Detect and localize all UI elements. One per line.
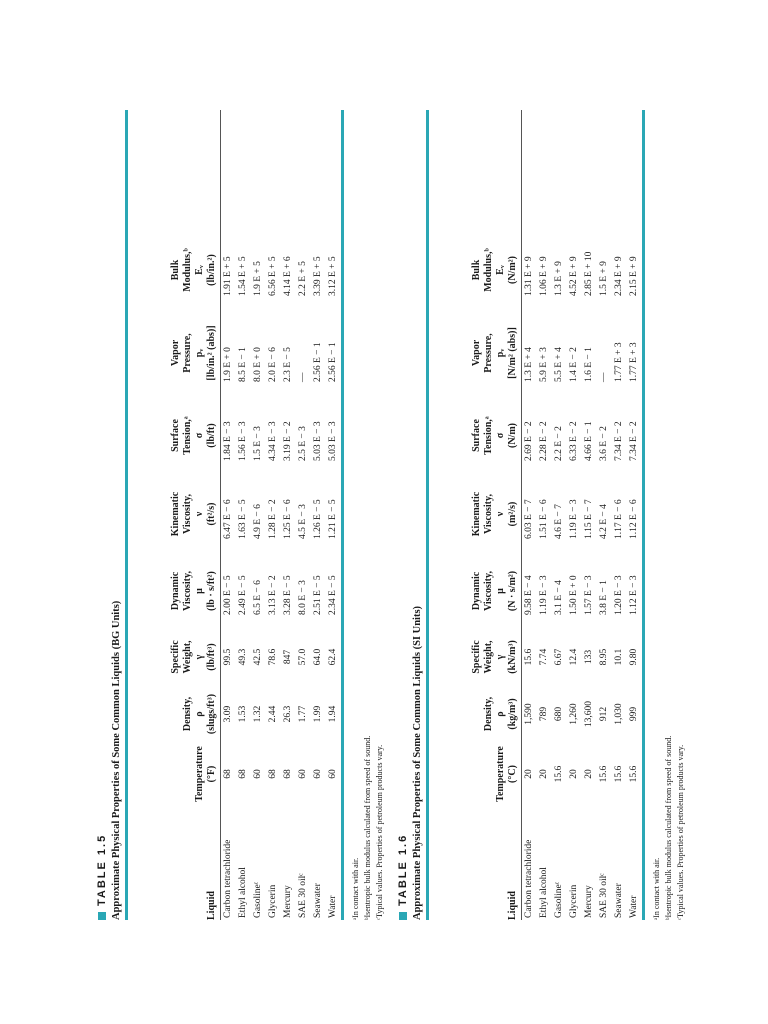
cell: 9.58 E − 4 [524,575,534,615]
table-row [281,110,296,920]
col-header-liquid: Liquid [507,891,518,920]
cell: 3.19 E − 2 [283,421,293,461]
cell: 1,030 [614,703,624,725]
cell: 1,590 [524,703,534,725]
cell: Ethyl alcohol [539,867,549,918]
cell: 62.4 [328,648,338,666]
table-row [522,110,537,920]
cell: Gasolineᶜ [253,881,263,918]
cell: 99.5 [223,648,233,666]
footnotes [350,110,386,920]
col-header-bulk-modulus: Bulk Modulus,ᵇ Eᵥ (lb/in.²) [170,248,217,292]
cell: 1.50 E + 0 [569,575,579,615]
cell: 912 [599,706,609,722]
cell: Ethyl alcohol [238,867,248,918]
cell: 1.17 E − 6 [614,499,624,539]
cell: 1.56 E − 3 [238,421,248,461]
cell: 6.56 E + 5 [268,256,278,296]
cell: 26.3 [283,705,293,723]
cell: 1.28 E − 2 [268,499,278,539]
cell: 57.0 [298,648,308,666]
col-header-surface-tension: Surface Tension,ᵃ σ (lb/ft) [170,416,217,455]
cell: 64.0 [313,648,323,666]
cell: 1.3 E + 9 [554,261,564,296]
cell: 2.44 [268,705,278,723]
cell: SAE 30 oilᶜ [298,873,308,918]
col-header-surface-tension: Surface Tension,ᵃ σ (N/m) [471,416,518,455]
table-label: TABLE 1.6 [397,833,409,906]
cell: 3.6 E − 2 [599,426,609,461]
cell: 1.77 [298,705,308,723]
cell: 68 [238,769,248,779]
cell: — [599,372,609,382]
cell: 15.6 [629,765,639,783]
cell: 3.12 E + 5 [328,256,338,296]
cell: 6.5 E − 6 [253,580,263,615]
cell: 1.15 E − 7 [584,499,594,539]
table-heading [95,110,109,920]
cell: 3.09 [223,705,233,723]
cell: 2.85 E + 10 [584,251,594,296]
cell: 1.54 E + 5 [238,256,248,296]
cell: 1.21 E − 5 [328,499,338,539]
table-title: Approximate Physical Properties of Some Common Liquids (SI Units) [412,605,423,920]
table-row [597,110,612,920]
cell: 999 [629,706,639,722]
cell: 4.14 E + 6 [283,256,293,296]
col-header-vapor-pressure: Vapor Pressure, pᵥ [N/m² (abs)] [471,327,518,379]
cell: 1.19 E − 3 [539,575,549,615]
cell: 60 [313,769,323,779]
cell: 1.32 [253,705,263,723]
rotated-page [95,110,685,920]
cell: 9.80 [629,648,639,666]
cell: 3.13 E − 2 [268,575,278,615]
col-header-temperature: Temperature (°C) [495,746,518,802]
col-header-dynamic-viscosity: Dynamic Viscosity, μ (lb · s/ft²) [170,571,217,611]
cell: Mercury [283,885,293,918]
cell: 5.9 E + 3 [539,347,549,382]
cell: 4.2 E − 4 [599,504,609,539]
table-row [296,110,311,920]
table-row [251,110,266,920]
cell: 1.5 E + 9 [599,261,609,296]
cell: 1.63 E − 5 [238,499,248,539]
cell: 1.3 E + 4 [524,347,534,382]
cell: Seawater [614,883,624,918]
cell: 1.26 E − 5 [313,499,323,539]
cell: 2.5 E − 3 [298,426,308,461]
cell: 3.1 E − 4 [554,580,564,615]
cell: 1,260 [569,703,579,725]
cell: 68 [268,769,278,779]
cell: 4.5 E − 3 [298,504,308,539]
cell: 1.91 E + 5 [223,256,233,296]
table-row [221,110,236,920]
col-header-temperature: Temperature (°F) [194,746,217,802]
table-1-6 [396,110,687,920]
cell: 3.8 E − 1 [599,580,609,615]
col-header-bulk-modulus: Bulk Modulus,ᵇ Eᵥ (N/m²) [471,248,518,292]
table-row [311,110,326,920]
table-heading [396,110,410,920]
cell: 12.4 [569,648,579,666]
cell: 68 [223,769,233,779]
cell: 5.03 E − 3 [328,421,338,461]
cell: Water [328,895,338,918]
column-headers [128,110,220,920]
cell: 1.20 E − 3 [614,575,624,615]
col-header-kinematic-viscosity: Kinematic Viscosity, ν (m²/s) [471,491,518,537]
cell: 1.6 E − 1 [584,347,594,382]
footnotes [651,110,687,920]
cell: 6.33 E − 2 [569,421,579,461]
table-row [266,110,281,920]
footnote: ᶜTypical values. Properties of petroleum products vary. [676,744,685,920]
cell: 4.52 E + 9 [569,256,579,296]
cell: 847 [283,649,293,665]
cell: — [298,372,308,382]
cell: 1.5 E − 3 [253,426,263,461]
cell: 6.03 E − 7 [524,499,534,539]
cell: 2.56 E − 1 [328,342,338,382]
cell: Water [629,895,639,918]
cell: 15.6 [524,648,534,666]
cell: 68 [283,769,293,779]
cell: 3.39 E + 5 [313,256,323,296]
footnote: ᶜTypical values. Properties of petroleum products vary. [375,744,384,920]
footnote: ᵃIn contact with air. [652,857,661,920]
cell: 20 [524,769,534,779]
col-header-specific-weight: Specific Weight, γ (lb/ft³) [170,640,217,674]
cell: 1.25 E − 6 [283,499,293,539]
cell: 133 [584,649,594,665]
cell: 20 [584,769,594,779]
cell: 1.12 E − 6 [629,499,639,539]
table-body [221,110,341,920]
footnote: ᵇIsentropic bulk modulus calculated from speed of sound. [664,735,673,920]
bottom-rule [341,110,344,920]
cell: 20 [569,769,579,779]
cell: Glycerin [268,884,278,918]
col-header-liquid: Liquid [206,891,217,920]
table-row [612,110,627,920]
cell: 15.6 [599,765,609,783]
table-title: Approximate Physical Properties of Some Common Liquids (BG Units) [111,600,122,920]
cell: 789 [539,706,549,722]
cell: 1.77 E + 3 [614,342,624,382]
col-header-vapor-pressure: Vapor Pressure, pᵥ [lb/in.² (abs)] [170,325,217,381]
footnote: ᵃIn contact with air. [351,857,360,920]
cell: 20 [539,769,549,779]
cell: 2.0 E − 6 [268,347,278,382]
cell: 1.77 E + 3 [629,342,639,382]
cell: 1.12 E − 3 [629,575,639,615]
cell: Gasolineᶜ [554,881,564,918]
cell: 2.51 E − 5 [313,575,323,615]
cell: 8.0 E − 3 [298,580,308,615]
cell: 2.49 E − 5 [238,575,248,615]
cell: 2.00 E − 5 [223,575,233,615]
table-row [627,110,642,920]
cell: 60 [298,769,308,779]
cell: 1.9 E + 5 [253,261,263,296]
cell: 2.34 E + 9 [614,256,624,296]
cell: 2.69 E − 2 [524,421,534,461]
cell: 2.34 E − 5 [328,575,338,615]
cell: 2.15 E + 9 [629,256,639,296]
teal-square-marker [399,912,407,920]
cell: 6.47 E − 6 [223,499,233,539]
col-header-kinematic-viscosity: Kinematic Viscosity, ν (ft²/s) [170,491,217,537]
cell: 60 [253,769,263,779]
cell: SAE 30 oilᶜ [599,873,609,918]
table-row [567,110,582,920]
cell: 1.84 E − 3 [223,421,233,461]
cell: 2.2 E − 2 [554,426,564,461]
table-label: TABLE 1.5 [96,833,108,906]
cell: 2.3 E − 5 [283,347,293,382]
cell: 1.4 E − 2 [569,347,579,382]
cell: 60 [328,769,338,779]
cell: 4.9 E − 6 [253,504,263,539]
cell: 3.28 E − 5 [283,575,293,615]
cell: 1.31 E + 9 [524,256,534,296]
cell: 42.5 [253,648,263,666]
cell: 680 [554,706,564,722]
col-header-density: Density, ρ (slugs/ft³) [182,693,217,735]
cell: 1.51 E − 6 [539,499,549,539]
cell: 1.19 E − 3 [569,499,579,539]
cell: 5.5 E + 4 [554,347,564,382]
table-row [582,110,597,920]
cell: 2.56 E − 1 [313,342,323,382]
cell: 6.67 [554,648,564,666]
cell: 1.9 E + 0 [223,347,233,382]
col-header-dynamic-viscosity: Dynamic Viscosity, μ (N · s/m²) [471,570,518,612]
table-row [326,110,341,920]
cell: 4.34 E − 3 [268,421,278,461]
cell: 13,600 [584,700,594,728]
table-row [537,110,552,920]
cell: 78.6 [268,648,278,666]
cell: 7.34 E − 2 [614,421,624,461]
cell: 1.57 E − 3 [584,575,594,615]
cell: 1.53 [238,705,248,723]
cell: 49.3 [238,648,248,666]
cell: 15.6 [554,765,564,783]
col-header-density: Density, ρ (kg/m³) [483,696,518,732]
cell: 7.74 [539,648,549,666]
bottom-rule [642,110,645,920]
table-row [236,110,251,920]
teal-square-marker [98,912,106,920]
cell: 4.66 E − 1 [584,421,594,461]
cell: 2.28 E − 2 [539,421,549,461]
cell: 8.5 E − 1 [238,347,248,382]
cell: Carbon tetrachloride [524,839,534,918]
cell: Mercury [584,885,594,918]
cell: 2.2 E + 5 [298,261,308,296]
cell: 7.34 E − 2 [629,421,639,461]
cell: 10.1 [614,648,624,666]
cell: 15.6 [614,765,624,783]
table-row [552,110,567,920]
cell: 5.03 E − 3 [313,421,323,461]
footnote: ᵇIsentropic bulk modulus calculated from speed of sound. [363,735,372,920]
column-headers [429,110,521,920]
cell: Glycerin [569,884,579,918]
cell: 8.95 [599,648,609,666]
cell: 1.94 [328,705,338,723]
cell: 4.6 E − 7 [554,504,564,539]
cell: 1.06 E + 9 [539,256,549,296]
cell: 1.99 [313,705,323,723]
cell: Carbon tetrachloride [223,839,233,918]
table-body [522,110,642,920]
col-header-specific-weight: Specific Weight, γ (kN/m³) [471,640,518,674]
cell: Seawater [313,883,323,918]
cell: 8.0 E + 0 [253,347,263,382]
table-1-5 [95,110,386,920]
